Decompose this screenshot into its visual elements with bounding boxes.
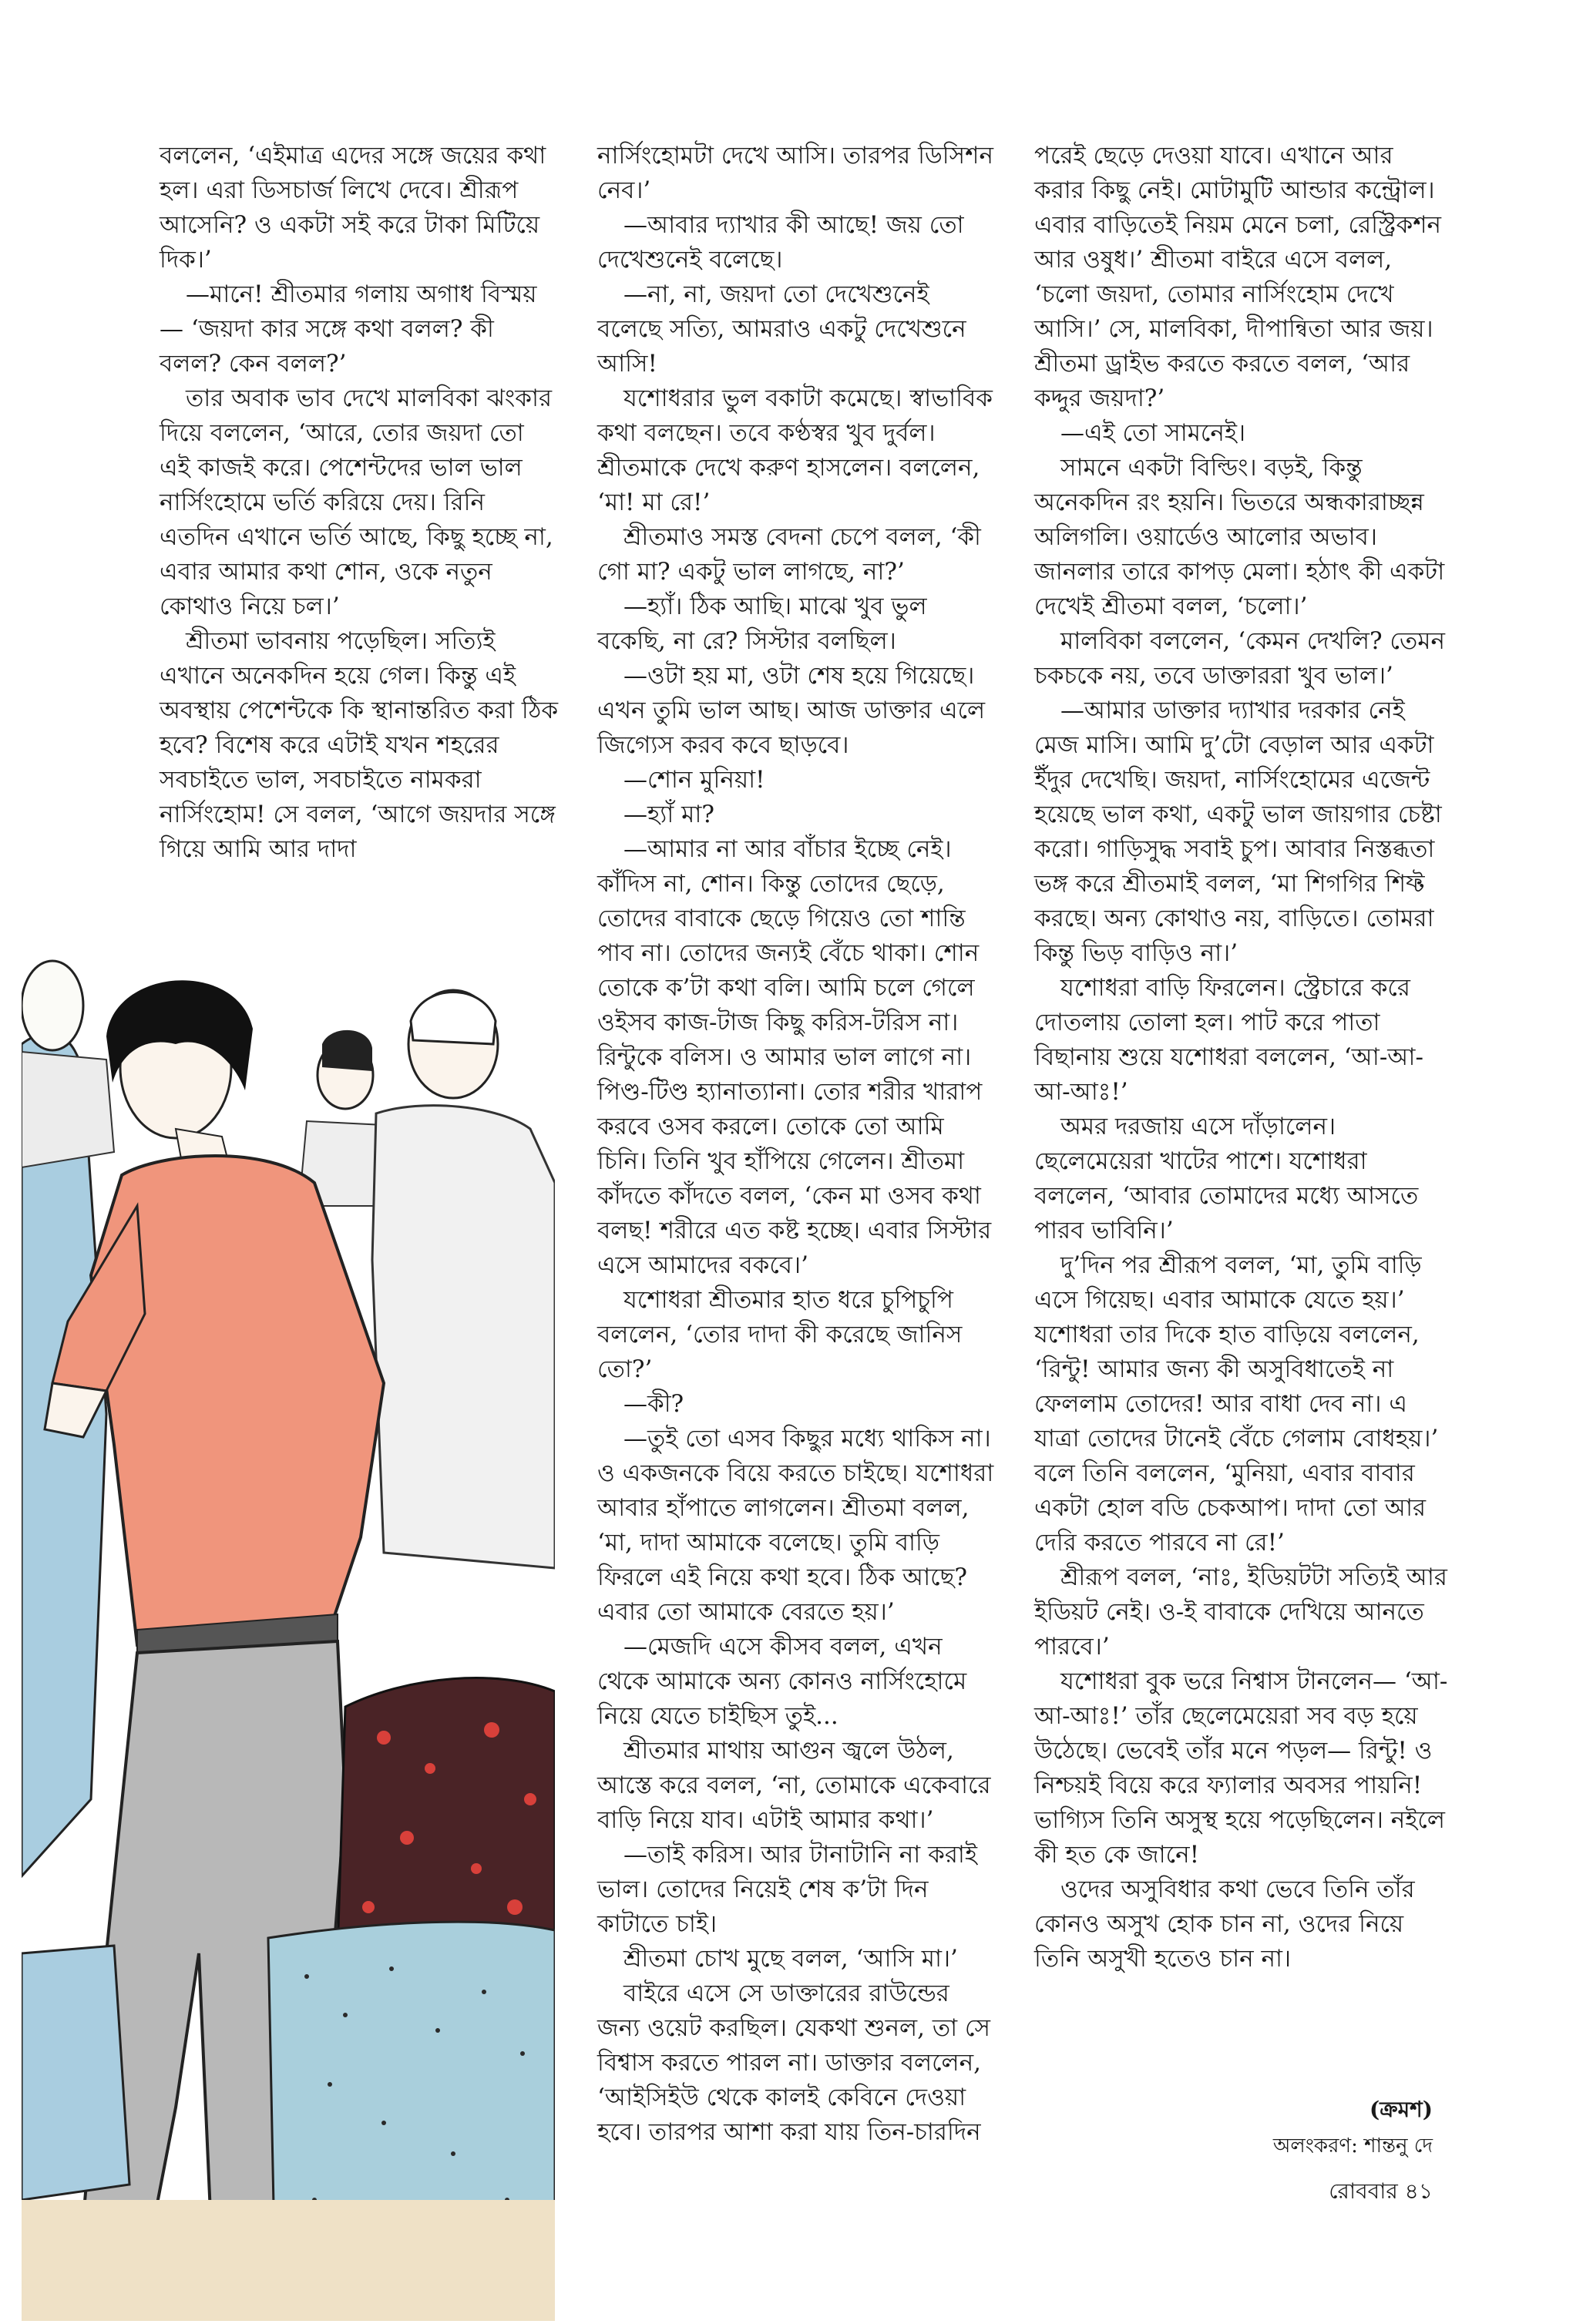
paragraph: —মানে! শ্রীতমার গলায় অগাধ বিস্ময়— ‘জয়দা কার সঙ্গে কথা বলল? কী বলল? কেন বলল?’ <box>160 280 537 378</box>
paragraph: শ্রীতমা চোখ মুছে বলল, ‘আসি মা।’ <box>623 1945 958 1973</box>
paragraph: যশোধরার ভুল বকাটা কমেছে। স্বাভাবিক কথা বলছেন। তবে কণ্ঠস্বর খুব দুর্বল। শ্রীতমাকে দেখে করুণ হাসলেন। বললেন, ‘মা! মা রে!’ <box>597 385 993 516</box>
paragraph: শ্রীতমাও সমস্ত বেদনা চেপে বলল, ‘কী গো মা? একটু ভাল লাগছে, না?’ <box>597 523 981 586</box>
paragraph: বললেন, ‘এইমাত্র এদের সঙ্গে জয়ের কথা হল। এরা ডিসচার্জ লিখে দেবে। শ্রীরূপ আসেনি? ও একটা সই করে টাকা মিটিয়ে দিক।’ <box>160 142 546 274</box>
paragraph: —এই তো সামনেই। <box>1060 419 1246 447</box>
paragraph: —তুই তো এসব কিছুর মধ্যে থাকিস না। ও একজনকে বিয়ে করতে চাইছে। যশোধরা আবার হাঁপাতে লাগলেন। শ্রীতমা বলল, ‘মা, দাদা আমাকে বলেছে। তুমি বাড়ি ফিরলে এই নিয়ে কথা হবে। ঠিক আছে? এবার তো আমাকে বেরতে হয়।’ <box>597 1425 994 1626</box>
paragraph: অমর দরজায় এসে দাঁড়ালেন। ছেলেমেয়েরা খাটের পাশে। যশোধরা বললেন, ‘আবার তোমাদের মধ্যে আসতে পারব ভাবিনি।’ <box>1034 1113 1419 1244</box>
illustration-credit: অলংকরণ: শান্তনু দে <box>1272 2134 1433 2158</box>
article-column-1 <box>160 139 560 867</box>
continued-label: (ক্রমশ) <box>1369 2097 1433 2122</box>
paragraph: পরেই ছেড়ে দেওয়া যাবে। এখানে আর করার কিছু নেই। মোটামুটি আন্ডার কন্ট্রোল। এবার বাড়িতেই নিয়ম মেনে চলা, রেস্ট্রিকশন আর ওষুধ।’ শ্রীতমা বাইরে এসে বলল, ‘চলো জয়দা, তোমার নার্সিংহোম দেখে আসি।’ সে, মালবিকা, দীপান্বিতা আর জয়। শ্রীতমা ড্রাইভ করতে করতে বলল, ‘আর কদ্দুর জয়দা?’ <box>1034 142 1442 412</box>
paragraph: দু’দিন পর শ্রীরূপ বলল, ‘মা, তুমি বাড়ি এসে গিয়েছ। এবার আমাকে যেতে হয়।’ যশোধরা তার দিকে হাত বাড়িয়ে বললেন, ‘রিন্টু! আমার জন্য কী অসুবিধাতেই না ফেললাম তোদের! আর বাধা দেব না। এ যাত্রা তোদের টানেই বেঁচে গেলাম বোধহয়।’ বলে তিনি বললেন, ‘মুনিয়া, এবার বাবার একটা হোল বডি চেকআপ। দাদা তো আর দেরি করতে পারবে না রে!’ <box>1034 1251 1439 1557</box>
paragraph: —কী? <box>623 1390 684 1418</box>
paragraph: —হ্যাঁ মা? <box>623 801 714 828</box>
paragraph: যশোধরা শ্রীতমার হাত ধরে চুপিচুপি বললেন, ‘তোর দাদা কী করেছে জানিস তো?’ <box>597 1286 963 1383</box>
paragraph: মালবিকা বললেন, ‘কেমন দেখলি? তেমন চকচকে নয়, তবে ডাক্তাররা খুব ভাল।’ <box>1034 627 1445 690</box>
paragraph: —আবার দ্যাখার কী আছে! জয় তো দেখেশুনেই বলেছে। <box>597 211 964 274</box>
paragraph: যশোধরা বুক ভরে নিশ্বাস টানলেন— ‘আ-আ-আঃ!’ তাঁর ছেলেমেয়েরা সব বড় হয়ে উঠেছে। ভেবেই তাঁর মনে পড়ল— রিন্টু! ও নিশ্চয়ই বিয়ে করে ফ্যালার অবসর পায়নি! ভাগ্যিস তিনি অসুস্থ হয়ে পড়েছিলেন। নইলে কী হত কে জানে! <box>1034 1667 1448 1869</box>
paragraph: শ্রীতমা ভাবনায় পড়েছিল। সত্যিই এখানে অনেকদিন হয়ে গেল। কিন্তু এই অবস্থায় পেশেন্টকে কি স্থানান্তরিত করা ঠিক হবে? বিশেষ করে এটাই যখন শহরের সবচাইতে ভাল, সবচাইতে নামকরা নার্সিংহোম! সে বলল, ‘আগে জয়দার সঙ্গে গিয়ে আমি আর দাদা <box>160 627 559 863</box>
paragraph: সামনে একটা বিল্ডিং। বড়ই, কিন্তু অনেকদিন রং হয়নি। ভিতরে অন্ধকারাচ্ছন্ন অলিগলি। ওয়ার্ডেও আলোর অভাব। জানলার তারে কাপড় মেলা। হঠাৎ কী একটা দেখেই শ্রীতমা বলল, ‘চলো।’ <box>1034 454 1445 620</box>
paragraph: —হ্যাঁ। ঠিক আছি। মাঝে খুব ভুল বকেছি, না রে? সিস্টার বলছিল। <box>597 593 927 655</box>
paragraph: ওদের অসুবিধার কথা ভেবে তিনি তাঁর কোনও অসুখ হোক চান না, ওদের নিয়ে তিনি অসুখী হতেও চান না। <box>1034 1876 1415 1973</box>
paragraph: শ্রীরূপ বলল, ‘নাঃ, ইডিয়টটা সত্যিই আর ইডিয়ট নেই। ও-ই বাবাকে দেখিয়ে আনতে পারবে।’ <box>1034 1563 1447 1661</box>
paragraph: যশোধরা বাড়ি ফিরলেন। স্ট্রেচারে করে দোতলায় তোলা হল। পাট করে পাতা বিছানায় শুয়ে যশোধরা বললেন, ‘আ-আ-আ-আঃ!’ <box>1034 974 1423 1106</box>
story-illustration <box>22 952 555 2321</box>
paragraph: নার্সিংহোমটা দেখে আসি। তারপর ডিসিশন নেব।’ <box>597 142 993 204</box>
paragraph: —ওটা হয় মা, ওটা শেষ হয়ে গিয়েছে। এখন তুমি ভাল আছ। আজ ডাক্তার এলে জিগ্যেস করব কবে ছাড়বে। <box>597 662 986 759</box>
paragraph: বাইরে এসে সে ডাক্তারের রাউন্ডের জন্য ওয়েট করছিল। যেকথা শুনল, তা সে বিশ্বাস করতে পারল না। ডাক্তার বললেন, ‘আইসিইউ থেকে কালই কেবিনে দেওয়া হবে। তারপর আশা করা যায় তিন-চারদিন <box>597 1980 990 2146</box>
paragraph: তার অবাক ভাব দেখে মালবিকা ঝংকার দিয়ে বললেন, ‘আরে, তোর জয়দা তো এই কাজই করে। পেশেন্টদের ভাল ভাল নার্সিংহোমে ভর্তি করিয়ে দেয়। রিনি এতদিন এখানে ভর্তি আছে, কিছু হচ্ছে না, এবার আমার কথা শোন, ওকে নতুন কোথাও নিয়ে চল।’ <box>160 385 553 620</box>
article-column-3 <box>1034 139 1450 1976</box>
paragraph: —তাই করিস। আর টানাটানি না করাই ভাল। তোদের নিয়েই শেষ ক’টা দিন কাটাতে চাই। <box>597 1841 978 1938</box>
paragraph: —মেজদি এসে কীসব বলল, এখন থেকে আমাকে অন্য কোনও নার্সিংহোমে নিয়ে যেতে চাইছিস তুই... <box>597 1633 967 1730</box>
article-column-2 <box>597 139 998 2150</box>
paragraph: —না, না, জয়দা তো দেখেশুনেই বলেছে সত্যি, আমরাও একটু দেখেশুনে আসি! <box>597 280 966 378</box>
paragraph: —আমার না আর বাঁচার ইচ্ছে নেই। কাঁদিস না, শোন। কিন্তু তোদের ছেড়ে, তোদের বাবাকে ছেড়ে গিয়েও তো শান্তি পাব না। তোদের জন্যই বেঁচে থাকা। শোন তোকে ক’টা কথা বলি। আমি চলে গেলে ওইসব কাজ-টাজ কিছু করিস-টরিস না। রিন্টুকে বলিস। ও আমার ভাল লাগে না। পিণ্ড-টিণ্ড হ্যানাত্যানা। তোর শরীর খারাপ করবে ওসব করলে। তোকে তো আমি চিনি। তিনি খুব হাঁপিয়ে গেলেন। শ্রীতমা কাঁদতে কাঁদতে বলল, ‘কেন মা ওসব কথা বলছ! শরীরে এত কষ্ট হচ্ছে। এবার সিস্টার এসে আমাদের বকবে।’ <box>597 835 992 1279</box>
paragraph: —শোন মুনিয়া! <box>623 766 765 794</box>
page-folio: রোববার ৪১ <box>1329 2178 1433 2204</box>
paragraph: শ্রীতমার মাথায় আগুন জ্বলে উঠল, আস্তে করে বলল, ‘না, তোমাকে একেবারে বাড়ি নিয়ে যাব। এটাই আমার কথা।’ <box>597 1737 991 1834</box>
paragraph: —আমার ডাক্তার দ্যাখার দরকার নেই মেজ মাসি। আমি দু’টো বেড়াল আর একটা ইঁদুর দেখেছি। জয়দা, নার্সিংহোমের এজেন্ট হয়েছে ভাল কথা, একটু ভাল জায়গার চেষ্টা করো। গাড়িসুদ্ধ সবাই চুপ। আবার নিস্তব্ধতা ভঙ্গ করে শ্রীতমাই বলল, ‘মা শিগগির শিফ্ট করছে। অন্য কোথাও নয়, বাড়িতে। তোমরা কিন্তু ভিড় বাড়িও না।’ <box>1034 697 1442 967</box>
